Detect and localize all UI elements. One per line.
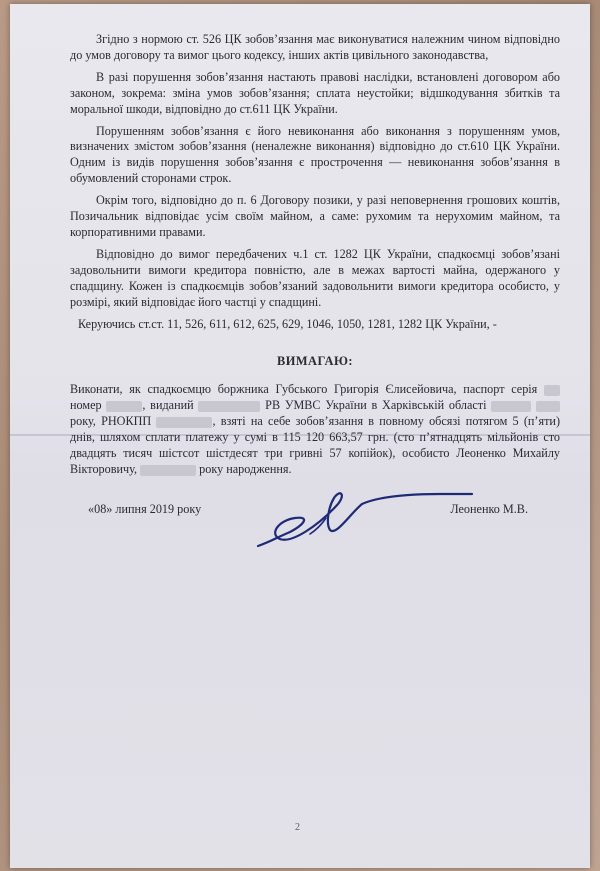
- redaction-box: [156, 417, 212, 428]
- demand-text: Виконати, як спадкоємцю боржника Губського Григорія Єлисейовича, паспорт серія: [70, 382, 538, 397]
- page-number: 2: [295, 822, 300, 833]
- demand-text: , взяті на себе зобов’язання в повному обсязі потягом 5 (п’яти) днів, шляхом сплати платежу у сумі в 115 120 663,57 грн. (сто п’ятнадцять мільйонів сто двадцять тисяч шістсот шістдесят три гривні 57 копійок), особисто Леоненко Михайлу Вікторовичу,: [70, 414, 561, 476]
- handwritten-signature: [250, 474, 480, 564]
- document-page: [10, 4, 590, 868]
- demand-text: номер: [70, 398, 102, 413]
- demand-text: , виданий: [142, 398, 194, 413]
- document-body: [70, 32, 560, 478]
- paragraph: Окрім того, відповідно до п. 6 Договору позики, у разі неповернення грошових коштів, Позичальник відповідає усім своїм майном, а саме: рухомим та нерухомим майном, та корпоративними правами.: [70, 193, 560, 239]
- paragraph: В разі порушення зобов’язання настають правові наслідки, встановлені договором або законом, зокрема: зміна умов зобов’язання; сплата неустойки; відшкодування збитків та моральної шкоди, відповідно до ст.611 ЦК України.: [70, 69, 560, 116]
- paragraph: Порушенням зобов’язання є його невиконання або виконання з порушенням умов, визначених змістом зобов’язання (неналежне виконання) відповідно до ст.610 ЦК України. Одним із видів порушення зобов’язання є прострочення — невиконання зобов’язання в обумовлений сторонами строк.: [70, 123, 560, 186]
- redaction-box: [106, 401, 142, 412]
- signer-name: Леоненко М.В.: [450, 502, 528, 516]
- demand-paragraph: [70, 382, 560, 477]
- demand-text: року народження.: [199, 461, 292, 476]
- redaction-box: [536, 401, 560, 412]
- redaction-box: [140, 465, 196, 476]
- demand-text: РВ УМВС України в Харківській області: [265, 398, 487, 413]
- paragraph: Відповідно до вимог передбачених ч.1 ст. 1282 ЦК України, спадкоємці зобов’язані задовольнити вимоги кредитора повністю, але в межах вартості майна, одержаного у спадщину. Кожен із спадкоємців зобов’язаний задовольнити вимоги кредитора особисто, у розмірі, який відповідає його частці у спадщині.: [70, 246, 560, 309]
- demand-heading: ВИМАГАЮ:: [276, 354, 354, 369]
- document-date: «08» липня 2019 року: [88, 502, 202, 516]
- redaction-box: [491, 401, 531, 412]
- demand-text: року, РНОКПП: [70, 414, 152, 429]
- paragraph: Згідно з нормою ст. 526 ЦК зобов’язання має виконуватися належним чином відповідно до умов договору та вимог цього кодексу, інших актів цивільного законодавства,: [70, 32, 560, 62]
- redaction-box: [198, 401, 260, 412]
- redaction-box: [544, 385, 560, 396]
- legal-basis-line: Керуючись ст.ст. 11, 526, 611, 612, 625, 629, 1046, 1050, 1281, 1282 ЦК України, -: [78, 316, 497, 331]
